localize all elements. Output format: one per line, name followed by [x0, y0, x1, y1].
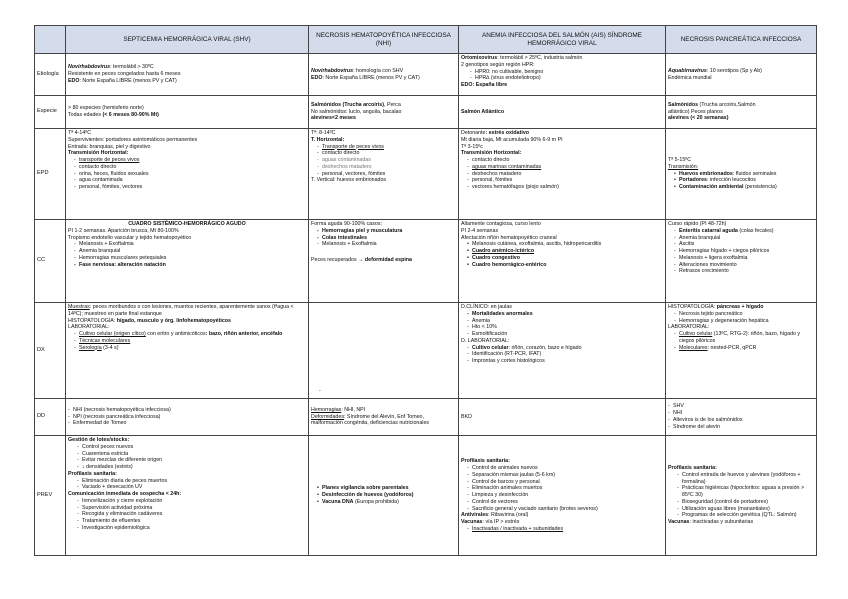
cell-especie-ais: [459, 96, 666, 129]
cell-etiologia-shv: [66, 54, 309, 96]
list-item: - transporte de peces vivos: [74, 157, 306, 164]
cell-especie-nhi: [309, 96, 459, 129]
row-prev: [35, 436, 817, 556]
shv-epd-transmission: Transmisión Horizontal:: [68, 150, 129, 157]
cell-dx-nhi: [309, 303, 459, 399]
list-item: - Prácticas higiénicas (hipocloritos: aguas a presión > 85ºC 30): [677, 485, 814, 499]
list-item: - Limpieza y desinfección: [467, 492, 663, 499]
list-item: - Control entrada de huevos y alevines (yodóforos + formalina): [677, 472, 814, 486]
list-item: - Bioseguridad (control de portadores): [677, 499, 814, 506]
list-item: - Anemia: [467, 318, 663, 325]
list-item: - aguas contaminadas: [317, 157, 456, 164]
list-item: - Síndrome del alevín: [668, 424, 814, 431]
header-ais: ANEMIA INFECCIOSA DEL SALMÓN (AIS) SÍNDROME HEMORRÁGICO VIRAL: [459, 26, 666, 54]
list-item: - contacto directo: [467, 157, 663, 164]
npi-species-2: atlántico) Peces planos: [668, 108, 723, 115]
list-item: - Cultivo celular (origen cítico) con eritro y antimicóticos: bazo, riñón anterior, encéfalo: [74, 331, 306, 338]
list-item: - deshechos matadero: [467, 171, 663, 178]
ais-prev-vaccines: Vacunas: vía IP > estrés: [461, 519, 520, 526]
list-item: - Hemorragias piel y musculatura: [317, 228, 456, 235]
list-item: - Melanosis + Exoftalmia: [317, 241, 456, 248]
nhi-edo: EDO: [311, 74, 323, 81]
nhi-epd-vertical: T. Vertical: huevos embrionados: [311, 177, 387, 184]
header-npi: NECROSIS PANCREÁTICA INFECCIOSA: [666, 26, 817, 54]
list-item: - Programas de selección genética (QTL: Salmón): [677, 512, 814, 519]
row-especie: [35, 96, 817, 129]
nhi-virus-desc: : homología con SHV: [353, 67, 404, 74]
list-item: - Alteviros is de los salmónidos: [668, 417, 814, 424]
row-dd: [35, 399, 817, 436]
cell-cc-npi: [666, 220, 817, 303]
list-item: - SHV: [668, 403, 814, 410]
disease-comparison-table: [34, 25, 817, 556]
npi-etio-line2: Endémica mundial: [668, 74, 712, 81]
shv-cc-line1: PI 1-2 semanas. Aparición brusca, Mt 80-100%: [68, 227, 179, 234]
list-item: - Serología (3-4 s): [74, 345, 306, 352]
nhi-cc-recovered: Peces recuperados → deformidad espina: [311, 257, 412, 264]
nhi-cc-line1: Forma aguda 90-100% casos:: [311, 221, 382, 227]
cell-epd-npi: [666, 129, 817, 220]
list-item: - NHI (necrosis hematopoyética infecciosa): [68, 407, 306, 414]
cell-prev-shv: [66, 436, 309, 556]
list-item: • Cuadro hemorrágico-entérico: [467, 262, 663, 269]
ais-epd-mort: Mt diaria baja, Mt acumulada 90% 6-9 m PI: [461, 136, 563, 143]
list-item: - Recogida y eliminación cadáveres: [77, 511, 306, 518]
list-item: - Melanosis + ligera exoftalmia: [674, 255, 814, 262]
list-item: - personal, fómites, vectores: [74, 184, 306, 191]
list-item: - Vaciado + desecación UV: [77, 484, 306, 491]
list-item: - Cuarentena estricta: [77, 451, 306, 458]
cell-etiologia-nhi: [309, 54, 459, 96]
list-item: - Evitar mezclas de diferente origen: [77, 457, 306, 464]
nhi-epd-horizontal: T. Horizontal:: [311, 136, 345, 143]
shv-virus-name: Novirhabdovirus: [68, 64, 111, 71]
row-label-etiologia: Etiología: [35, 54, 66, 96]
ais-genotypes: 2 genotipos según región HPR:: [461, 61, 535, 68]
list-item: - Hemorragias hígado + ciegos pilóricos: [674, 248, 814, 255]
row-label-cc: CC: [35, 220, 66, 303]
list-item: - Utilización aguas libres (manantiales): [677, 506, 814, 513]
list-item: - Supervisión actividad próxima: [77, 505, 306, 512]
nhi-epd-temp: Tª: 8-14ºC: [311, 130, 336, 136]
header-corner: [35, 26, 66, 54]
shv-prev-communication: Comunicación inmediata de sospecha < 24h:: [68, 491, 182, 498]
list-item: - Control peces nuevos: [77, 444, 306, 451]
list-item: - Identificación (RT-PCR, IFAT): [467, 351, 663, 358]
list-item: • Melanosis cutánea, exoftalmia, ascitis, hidropericarditis: [467, 241, 663, 248]
shv-prev-lots: Gestión de lotes/stocks:: [68, 437, 130, 443]
row-label-dd: DD: [35, 399, 66, 436]
ais-epd-trigger: Detonante: [461, 130, 486, 136]
list-item: - Cultivo celular: riñón, corazón, bazo e hígado: [467, 345, 663, 352]
shv-dx-samples: Muestras: peces moribundos o con lesiones, muertos recientes, aparentemente sanos (tªagua < 14ºC); muestreo en parte final estanque: [68, 304, 294, 317]
list-item: - NHI: [668, 410, 814, 417]
list-item: - deshechos matadero: [317, 164, 456, 171]
shv-ages-mt: (< 6 meses 80-90% Mt): [102, 112, 159, 118]
list-item: - Anemia branquial: [74, 248, 306, 255]
list-item: - Moleculares: nested-PCR, qPCR: [674, 345, 814, 352]
npi-species-extra: (Trucha arcoiris,Salmón: [698, 101, 756, 108]
list-item: - Mortalidades anormales: [467, 311, 663, 318]
cell-dd-nhi: [309, 399, 459, 436]
list-item: - Cultivo celular (13ºC, RTG-2): riñón, bazo, hígado y ciegos pilóricos: [674, 331, 814, 345]
shv-edo-desc: : Norte España LIBRE (menos PV y CAT): [79, 77, 177, 84]
list-item: - aguas marinas contaminadas: [467, 164, 663, 171]
list-item: - Tratamiento de efluentes: [77, 518, 306, 525]
npi-species: Salmónidos: [668, 101, 699, 108]
cell-dx-npi: [666, 303, 817, 399]
list-item: - Hemorragias y degeneración hepática: [674, 318, 814, 325]
shv-cc-title: CUADRO SISTÉMICO-HEMORRÁGICO AGUDO: [128, 221, 246, 227]
ais-cc-line3: Afectación riñón hematopoyético craneal: [461, 234, 557, 241]
list-item: - Sacrificio general y vaciado sanitario (brotes severos): [467, 506, 663, 513]
nhi-edo-desc: : Norte España LIBRE (menos PV y CAT): [322, 74, 420, 81]
npi-species-3: alevines (< 20 semanas): [668, 115, 729, 122]
shv-prev-sanitary: Profilaxis sanitaria:: [68, 470, 117, 477]
list-item: - Enfermedad de Tomeo: [68, 420, 306, 427]
cell-dx-ais: [459, 303, 666, 399]
cell-epd-shv: [66, 129, 309, 220]
list-item: - Inactivadas / inactivada + subunidades: [467, 526, 663, 533]
list-item: • Vacuna DNA (Europa prohibida): [317, 499, 456, 506]
cell-prev-ais: [459, 436, 666, 556]
cell-dd-npi: [666, 399, 817, 436]
list-item: - Anemia branquial: [674, 235, 814, 242]
cell-etiologia-ais: [459, 54, 666, 96]
npi-epd-temp: Tª 5-15ºC: [668, 157, 692, 164]
shv-epd-survivors: Supervivientes: portadores asintomáticos permanentes: [68, 136, 198, 143]
shv-dx-histo: HISTOPATOLOGÍA: hígado, musculo y órg. linfohematopoyéticos: [68, 317, 231, 324]
cell-especie-npi: [666, 96, 817, 129]
cell-prev-npi: [666, 436, 817, 556]
cell-epd-nhi: [309, 129, 459, 220]
npi-prev-vaccines: Vacunas: inactivadas y subunitarias: [668, 519, 754, 526]
npi-cc-line1: Curso rápido (PI 48-72h): [668, 221, 727, 227]
npi-epd-transmission: Transmisión:: [668, 163, 699, 170]
ais-epd-temp: Tª 3-15ºc: [461, 143, 483, 150]
ais-cc-line2: PI 2-4 semanas: [461, 227, 499, 234]
row-label-especie: Especie: [35, 96, 66, 129]
list-item: - NPI (necrosis pancreática infecciosa): [68, 414, 306, 421]
list-item: - orina, heces, fluidos sexuales: [74, 171, 306, 178]
ais-virus-name: Ortomixovirus: [461, 55, 498, 61]
ais-prev-antivirals: Antivirales: Ribavirina (oral): [461, 512, 529, 519]
list-item: - Control de animales nuevos: [467, 465, 663, 472]
list-item: - Eliminación animales muertos: [467, 485, 663, 492]
list-item: • Portadores: infección leucocitos: [674, 177, 814, 184]
list-item: - Investigación epidemiológica: [77, 525, 306, 532]
ais-dd: BKD: [461, 413, 472, 420]
list-item: • Cuadro congestivo: [467, 255, 663, 262]
npi-dx-histo: HISTOPATOLOGÍA: páncreas + hígado: [668, 304, 764, 310]
list-item: - HPR0: no cultivable, benigno: [470, 69, 663, 76]
shv-virus-desc: : termolábil > 30ºC: [110, 64, 154, 71]
nhi-dx-empty: -: [319, 388, 321, 395]
ais-edo: EDO: España libre: [461, 82, 508, 89]
nhi-dd-deformities: Deformidades: Síndrome del Alevín, Enf Tomeo, malformación congénita, deficiencias nutricionales: [311, 413, 430, 427]
list-item: • Planes vigilancia sobre parentales: [317, 485, 456, 492]
shv-edo: EDO: [68, 77, 80, 84]
list-item: - personal, fómites: [467, 177, 663, 184]
list-item: - contacto directo: [74, 164, 306, 171]
list-item: - Alteraciones movimiento: [674, 262, 814, 269]
list-item: - Control de barcos y personal: [467, 479, 663, 486]
list-item: - Separación mismas jaulas (5-6 km): [467, 472, 663, 479]
ais-dx-clinic: D.CLÍNICO: en jaulas: [461, 304, 512, 310]
cell-cc-ais: [459, 220, 666, 303]
header-row: [35, 26, 817, 54]
cell-prev-nhi: [309, 436, 459, 556]
list-item: - Melanosis + Exoftalmia: [74, 241, 306, 248]
row-label-prev: PREV: [35, 436, 66, 556]
list-item: - agua contaminada: [74, 177, 306, 184]
shv-species: > 80 especies (hemisferio norte): [68, 105, 144, 112]
list-item: - Colas intestinales: [317, 235, 456, 242]
row-label-epd: EPD: [35, 129, 66, 220]
cell-dd-ais: [459, 399, 666, 436]
npi-prev-sanitary: Profilaxis sanitaria:: [668, 465, 717, 472]
npi-virus-desc: : 10 serotipos (Sp y Ab): [706, 67, 762, 74]
row-cc: [35, 220, 817, 303]
ais-dx-lab: D. LABORATORIAL:: [461, 337, 510, 344]
list-item: - Fase nerviosa: alteración natación: [74, 262, 306, 269]
list-item: • Cuadro anémico-ictérico: [467, 248, 663, 255]
cell-especie-shv: [66, 96, 309, 129]
row-label-dx: DX: [35, 303, 66, 399]
list-item: - Retrasos crecimiento: [674, 268, 814, 275]
row-etiologia: [35, 54, 817, 96]
ais-species: Salmón Atlántico: [461, 108, 505, 115]
nhi-species: Salmónidos (Trucha arcoíris): [311, 101, 384, 108]
list-item: - Enteritis catarral aguda (colas fecales): [674, 228, 814, 235]
npi-dx-lab: LABORATORIAL:: [668, 324, 710, 331]
list-item: - Necrosis tejido pancreático: [674, 311, 814, 318]
nhi-dd-hemorrhages: Hemorragias: NHI, NPI: [311, 406, 366, 413]
shv-cc-line2: Tropismo endotelio vascular y tejido hematopoyético: [68, 234, 192, 241]
cell-dd-shv: [66, 399, 309, 436]
list-item: • Huevos embrionados: fluidos seminales: [674, 171, 814, 178]
list-item: - ↓ densidades (estrés): [77, 464, 306, 471]
shv-ages: Todas edades: [68, 112, 103, 118]
shv-epd-entry: Entrada: branquias, piel y digestivo: [68, 143, 151, 150]
list-item: - Hto < 10%: [467, 324, 663, 331]
ais-epd-trigger-value: : estrés oxidativo: [485, 130, 530, 136]
list-item: - Técnicas moleculares: [74, 338, 306, 345]
nhi-virus-name: Novirhabdovirus: [311, 67, 354, 74]
ais-virus-desc: : termolábil > 25ºC, industria salmón: [497, 55, 583, 61]
shv-etio-line2: Resistente en peces congelados hasta 6 meses: [68, 71, 181, 78]
cell-etiologia-npi: [666, 54, 817, 96]
nhi-species-extra: , Perca: [384, 101, 401, 108]
list-item: - Ascitis: [674, 241, 814, 248]
npi-virus-name: Aquabirnavirus: [668, 67, 707, 74]
list-item: • Desinfección de huevos (yodóforos): [317, 492, 456, 499]
cell-cc-nhi: [309, 220, 459, 303]
header-shv: SEPTICEMIA HEMORRÁGICA VIRAL (SHV): [66, 26, 309, 54]
cell-cc-shv: [66, 220, 309, 303]
list-item: - personal, vectores, fómites: [317, 171, 456, 178]
list-item: - Inmovilización y cierre explotación: [77, 498, 306, 505]
cell-dx-shv: [66, 303, 309, 399]
list-item: - Transporte de peces vivos: [317, 144, 456, 151]
list-item: - HPR∆ (virus endoteliotropo): [470, 75, 663, 82]
row-dx: [35, 303, 817, 399]
header-nhi: NECROSIS HEMATOPOYÉTICA INFECCIOSA (NHI): [309, 26, 459, 54]
ais-prev-sanitary: Profilaxis sanitaria:: [461, 458, 510, 465]
list-item: • Contaminación ambiental (persistencia): [674, 184, 814, 191]
list-item: - Hemorragias musculares petequiales: [74, 255, 306, 262]
ais-epd-transmission: Transmisión Horizontal:: [461, 150, 522, 157]
list-item: - contacto directo: [317, 150, 456, 157]
list-item: - Esmoltificación: [467, 331, 663, 338]
ais-cc-line1: Altamente contagiosa, curso lento: [461, 221, 541, 227]
row-epd: [35, 129, 817, 220]
list-item: - Control de vectores: [467, 499, 663, 506]
list-item: - Improntas y cortes histológicos: [467, 358, 663, 365]
shv-dx-lab: LABORATORIAL:: [68, 324, 110, 331]
list-item: - Eliminación diaria de peces muertos: [77, 478, 306, 485]
nhi-species-3: alevines<2 meses: [311, 115, 356, 122]
nhi-species-2: No salmónidos: lucio, anguila, bacalao: [311, 108, 402, 115]
shv-epd-temp: Tª 4-14ºC: [68, 130, 92, 136]
cell-epd-ais: [459, 129, 666, 220]
list-item: - vectores hematófagos (piojo salmón): [467, 184, 663, 191]
